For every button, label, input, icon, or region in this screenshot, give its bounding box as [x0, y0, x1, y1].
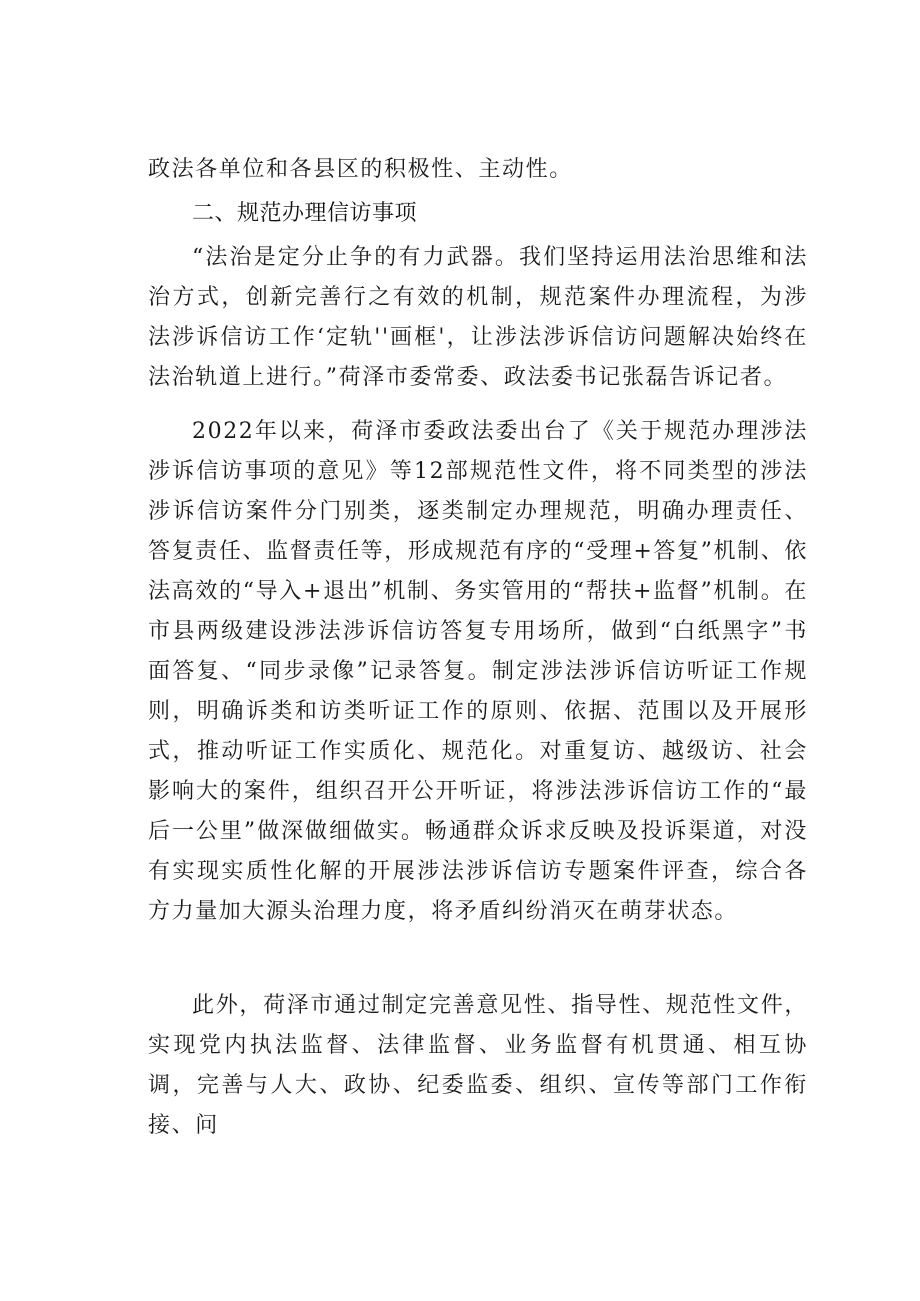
paragraph-continuation: 政法各单位和各县区的积极性、主动性。	[148, 157, 573, 182]
paragraph-quote: “法治是定分止争的有力武器。我们坚持运用法治思维和法治方式，创新完善行之有效的机制，规范案件办理流程，为涉法涉诉信访工作‘定轨''画框'，让涉法涉诉信访问题解决始终在法治轨道上进行。”荷泽市委常委、政法委书记张磊告诉记者。	[148, 245, 808, 390]
section-heading: 二、规范办理信访事项	[192, 201, 418, 226]
paragraph-measures: 2022年以来，荷泽市委政法委出台了《关于规范办理涉法涉诉信访事项的意见》等12部规范性文件，将不同类型的涉法涉诉信访案件分门别类，逐类制定办理规范，明确办理责任、答复责任、监督责任等，形成规范有序的“受理+答复”机制、依法高效的“导入+退出”机制、务实管用的“帮扶+监督”机制。在市县两级建设涉法涉诉信访答复专用场所，做到“白纸黑字”书面答复、“同步录像”记录答复。制定涉法涉诉信访听证工作规则，明确诉类和访类听证工作的原则、依据、范围以及开展形式，推动听证工作实质化、规范化。对重复访、越级访、社会影响大的案件，组织召开公开听证，将涉法涉诉信访工作的“最后一公里”做深做细做实。畅通群众诉求反映及投诉渠道，对没有实现实质性化解的开展涉法涉诉信访专题案件评查，综合各方力量加大源头治理力度，将矛盾纠纷消灭在萌芽状态。	[148, 419, 808, 924]
paragraph-additional: 此外，荷泽市通过制定完善意见性、指导性、规范性文件，实现党内执法监督、法律监督、业务监督有机贯通、相互协调，完善与人大、政协、纪委监委、组织、宣传等部门工作衔接、问	[148, 993, 808, 1138]
